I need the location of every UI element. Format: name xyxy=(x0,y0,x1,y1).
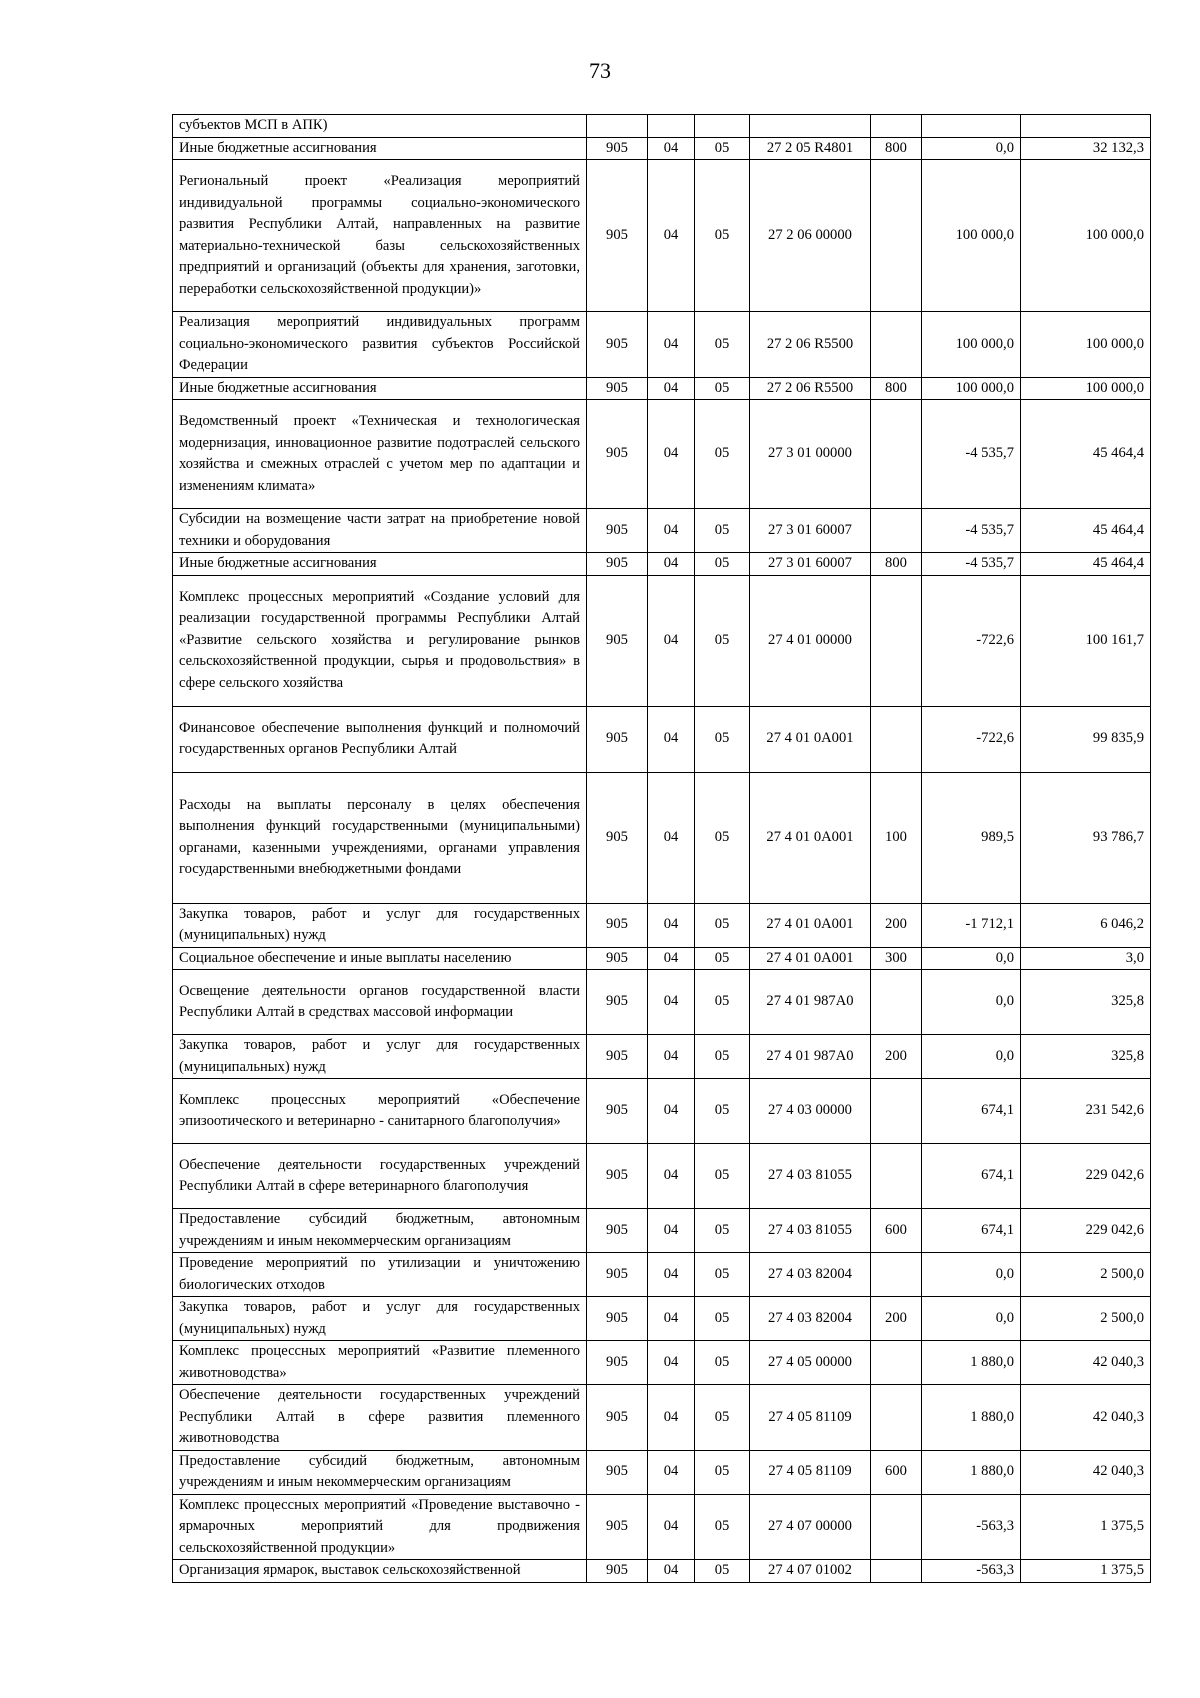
table-row xyxy=(173,1079,1151,1144)
table-row xyxy=(173,903,1151,947)
section-code-cell: 04 xyxy=(648,1341,695,1385)
table-row xyxy=(173,400,1151,509)
row-name-cell: Обеспечение деятельности государственных учреждений Республики Алтай в сфере ветеринарного благополучия xyxy=(173,1144,587,1209)
row-name-cell: Организация ярмарок, выставок сельскохозяйственной xyxy=(173,1560,587,1583)
table-row xyxy=(173,1209,1151,1253)
expense-type-cell: 600 xyxy=(871,1209,922,1253)
table-row xyxy=(173,115,1151,138)
section-code-cell: 04 xyxy=(648,1297,695,1341)
amount-total-cell: 3,0 xyxy=(1021,947,1151,970)
row-name-cell: Иные бюджетные ассигнования xyxy=(173,137,587,160)
ved-code-cell: 905 xyxy=(587,1079,648,1144)
section-code-cell: 04 xyxy=(648,1079,695,1144)
amount-change-cell: 1 880,0 xyxy=(922,1450,1021,1494)
target-article-cell: 27 4 01 0А001 xyxy=(750,903,871,947)
amount-total-cell: 99 835,9 xyxy=(1021,706,1151,772)
expense-type-cell xyxy=(871,160,922,312)
expense-type-cell xyxy=(871,1253,922,1297)
section-code-cell: 04 xyxy=(648,377,695,400)
section-code-cell: 04 xyxy=(648,970,695,1035)
expense-type-cell xyxy=(871,575,922,706)
section-code-cell: 04 xyxy=(648,1253,695,1297)
amount-change-cell: 989,5 xyxy=(922,772,1021,903)
subsection-code-cell: 05 xyxy=(695,160,750,312)
target-article-cell: 27 4 01 987А0 xyxy=(750,970,871,1035)
subsection-code-cell: 05 xyxy=(695,400,750,509)
ved-code-cell xyxy=(587,115,648,138)
table-row xyxy=(173,1341,1151,1385)
section-code-cell: 04 xyxy=(648,553,695,576)
section-code-cell: 04 xyxy=(648,947,695,970)
target-article-cell: 27 4 01 0А001 xyxy=(750,772,871,903)
expense-type-cell: 800 xyxy=(871,377,922,400)
row-name-cell: Финансовое обеспечение выполнения функций и полномочий государственных органов Республики Алтай xyxy=(173,706,587,772)
row-name-cell: Региональный проект «Реализация мероприятий индивидуальной программы социально-экономического развития Республики Алтай, направленных на развитие материально-технической базы сельскохозяйственных предприятий и организаций (объекты для хранения, заготовки, переработки сельскохозяйственной продукции)» xyxy=(173,160,587,312)
ved-code-cell: 905 xyxy=(587,160,648,312)
amount-total-cell: 100 161,7 xyxy=(1021,575,1151,706)
target-article-cell: 27 4 03 82004 xyxy=(750,1253,871,1297)
table-row xyxy=(173,1560,1151,1583)
subsection-code-cell: 05 xyxy=(695,1035,750,1079)
row-name-cell: Закупка товаров, работ и услуг для государственных (муниципальных) нужд xyxy=(173,1035,587,1079)
amount-total-cell: 42 040,3 xyxy=(1021,1385,1151,1451)
expense-type-cell xyxy=(871,400,922,509)
section-code-cell: 04 xyxy=(648,1450,695,1494)
target-article-cell: 27 4 03 00000 xyxy=(750,1079,871,1144)
table-row xyxy=(173,377,1151,400)
amount-change-cell: 674,1 xyxy=(922,1144,1021,1209)
section-code-cell: 04 xyxy=(648,509,695,553)
subsection-code-cell: 05 xyxy=(695,706,750,772)
amount-total-cell: 229 042,6 xyxy=(1021,1144,1151,1209)
expense-type-cell: 800 xyxy=(871,137,922,160)
section-code-cell: 04 xyxy=(648,1494,695,1560)
target-article-cell: 27 3 01 60007 xyxy=(750,553,871,576)
amount-change-cell: 0,0 xyxy=(922,1035,1021,1079)
ved-code-cell: 905 xyxy=(587,553,648,576)
amount-change-cell: -4 535,7 xyxy=(922,509,1021,553)
amount-total-cell xyxy=(1021,115,1151,138)
subsection-code-cell: 05 xyxy=(695,137,750,160)
table-row xyxy=(173,137,1151,160)
ved-code-cell: 905 xyxy=(587,400,648,509)
target-article-cell: 27 3 01 00000 xyxy=(750,400,871,509)
subsection-code-cell: 05 xyxy=(695,1209,750,1253)
row-name-cell: субъектов МСП в АПК) xyxy=(173,115,587,138)
row-name-cell: Проведение мероприятий по утилизации и уничтожению биологических отходов xyxy=(173,1253,587,1297)
row-name-cell: Ведомственный проект «Техническая и технологическая модернизация, инновационное развитие подотраслей сельского хозяйства и смежных отраслей с учетом мер по адаптации и изменениям климата» xyxy=(173,400,587,509)
ved-code-cell: 905 xyxy=(587,706,648,772)
ved-code-cell: 905 xyxy=(587,1209,648,1253)
expense-type-cell: 800 xyxy=(871,553,922,576)
ved-code-cell: 905 xyxy=(587,1253,648,1297)
amount-change-cell: -1 712,1 xyxy=(922,903,1021,947)
ved-code-cell: 905 xyxy=(587,772,648,903)
subsection-code-cell: 05 xyxy=(695,1494,750,1560)
amount-total-cell: 100 000,0 xyxy=(1021,312,1151,378)
amount-total-cell: 45 464,4 xyxy=(1021,553,1151,576)
amount-change-cell: 0,0 xyxy=(922,970,1021,1035)
amount-total-cell: 100 000,0 xyxy=(1021,160,1151,312)
subsection-code-cell xyxy=(695,115,750,138)
target-article-cell xyxy=(750,115,871,138)
table-row xyxy=(173,1253,1151,1297)
target-article-cell: 27 4 05 00000 xyxy=(750,1341,871,1385)
amount-total-cell: 2 500,0 xyxy=(1021,1297,1151,1341)
subsection-code-cell: 05 xyxy=(695,970,750,1035)
amount-change-cell: 100 000,0 xyxy=(922,312,1021,378)
table-row xyxy=(173,772,1151,903)
section-code-cell: 04 xyxy=(648,575,695,706)
amount-total-cell: 42 040,3 xyxy=(1021,1341,1151,1385)
subsection-code-cell: 05 xyxy=(695,312,750,378)
expense-type-cell: 600 xyxy=(871,1450,922,1494)
section-code-cell xyxy=(648,115,695,138)
section-code-cell: 04 xyxy=(648,1560,695,1583)
ved-code-cell: 905 xyxy=(587,575,648,706)
amount-change-cell: -4 535,7 xyxy=(922,553,1021,576)
subsection-code-cell: 05 xyxy=(695,903,750,947)
target-article-cell: 27 4 07 01002 xyxy=(750,1560,871,1583)
table-row xyxy=(173,553,1151,576)
expense-type-cell xyxy=(871,1079,922,1144)
row-name-cell: Обеспечение деятельности государственных учреждений Республики Алтай в сфере развития племенного животноводства xyxy=(173,1385,587,1451)
row-name-cell: Социальное обеспечение и иные выплаты населению xyxy=(173,947,587,970)
amount-change-cell: -4 535,7 xyxy=(922,400,1021,509)
row-name-cell: Реализация мероприятий индивидуальных программ социально-экономического развития субъектов Российской Федерации xyxy=(173,312,587,378)
amount-total-cell: 32 132,3 xyxy=(1021,137,1151,160)
subsection-code-cell: 05 xyxy=(695,1341,750,1385)
target-article-cell: 27 4 03 81055 xyxy=(750,1144,871,1209)
row-name-cell: Субсидии на возмещение части затрат на приобретение новой техники и оборудования xyxy=(173,509,587,553)
target-article-cell: 27 2 05 R4801 xyxy=(750,137,871,160)
expense-type-cell xyxy=(871,509,922,553)
table-row xyxy=(173,1494,1151,1560)
amount-change-cell: 100 000,0 xyxy=(922,160,1021,312)
expense-type-cell xyxy=(871,1144,922,1209)
target-article-cell: 27 4 01 0А001 xyxy=(750,947,871,970)
table-row xyxy=(173,575,1151,706)
row-name-cell: Закупка товаров, работ и услуг для государственных (муниципальных) нужд xyxy=(173,1297,587,1341)
amount-change-cell: 0,0 xyxy=(922,947,1021,970)
expense-type-cell xyxy=(871,1494,922,1560)
section-code-cell: 04 xyxy=(648,137,695,160)
amount-change-cell: 0,0 xyxy=(922,137,1021,160)
table-row xyxy=(173,1385,1151,1451)
row-name-cell: Комплекс процессных мероприятий «Обеспечение эпизоотического и ветеринарно - санитарного благополучия» xyxy=(173,1079,587,1144)
table-row xyxy=(173,706,1151,772)
row-name-cell: Освещение деятельности органов государственной власти Республики Алтай в средствах массовой информации xyxy=(173,970,587,1035)
target-article-cell: 27 2 06 R5500 xyxy=(750,312,871,378)
table-row xyxy=(173,312,1151,378)
ved-code-cell: 905 xyxy=(587,1035,648,1079)
amount-total-cell: 325,8 xyxy=(1021,1035,1151,1079)
expense-type-cell xyxy=(871,970,922,1035)
expense-type-cell: 200 xyxy=(871,1297,922,1341)
expense-type-cell: 200 xyxy=(871,1035,922,1079)
target-article-cell: 27 4 03 82004 xyxy=(750,1297,871,1341)
expense-type-cell xyxy=(871,1560,922,1583)
subsection-code-cell: 05 xyxy=(695,1253,750,1297)
ved-code-cell: 905 xyxy=(587,137,648,160)
amount-total-cell: 325,8 xyxy=(1021,970,1151,1035)
target-article-cell: 27 4 01 00000 xyxy=(750,575,871,706)
target-article-cell: 27 4 03 81055 xyxy=(750,1209,871,1253)
amount-total-cell: 1 375,5 xyxy=(1021,1494,1151,1560)
amount-change-cell xyxy=(922,115,1021,138)
amount-change-cell: 0,0 xyxy=(922,1253,1021,1297)
subsection-code-cell: 05 xyxy=(695,947,750,970)
ved-code-cell: 905 xyxy=(587,377,648,400)
budget-table-body xyxy=(173,115,1151,1583)
target-article-cell: 27 4 01 987А0 xyxy=(750,1035,871,1079)
target-article-cell: 27 3 01 60007 xyxy=(750,509,871,553)
amount-change-cell: -722,6 xyxy=(922,706,1021,772)
subsection-code-cell: 05 xyxy=(695,509,750,553)
row-name-cell: Иные бюджетные ассигнования xyxy=(173,377,587,400)
subsection-code-cell: 05 xyxy=(695,1297,750,1341)
expense-type-cell: 300 xyxy=(871,947,922,970)
subsection-code-cell: 05 xyxy=(695,1450,750,1494)
expense-type-cell xyxy=(871,1385,922,1451)
amount-total-cell: 93 786,7 xyxy=(1021,772,1151,903)
amount-total-cell: 1 375,5 xyxy=(1021,1560,1151,1583)
amount-total-cell: 6 046,2 xyxy=(1021,903,1151,947)
target-article-cell: 27 2 06 00000 xyxy=(750,160,871,312)
row-name-cell: Предоставление субсидий бюджетным, автономным учреждениям и иным некоммерческим организациям xyxy=(173,1209,587,1253)
amount-change-cell: 674,1 xyxy=(922,1209,1021,1253)
expense-type-cell: 200 xyxy=(871,903,922,947)
table-row xyxy=(173,509,1151,553)
target-article-cell: 27 2 06 R5500 xyxy=(750,377,871,400)
subsection-code-cell: 05 xyxy=(695,377,750,400)
amount-change-cell: -722,6 xyxy=(922,575,1021,706)
section-code-cell: 04 xyxy=(648,1385,695,1451)
target-article-cell: 27 4 05 81109 xyxy=(750,1450,871,1494)
budget-table xyxy=(172,114,1151,1583)
amount-total-cell: 229 042,6 xyxy=(1021,1209,1151,1253)
page-number: 73 xyxy=(589,58,611,83)
ved-code-cell: 905 xyxy=(587,1341,648,1385)
amount-change-cell: 1 880,0 xyxy=(922,1385,1021,1451)
ved-code-cell: 905 xyxy=(587,1144,648,1209)
row-name-cell: Комплекс процессных мероприятий «Проведение выставочно - ярмарочных мероприятий для продвижения сельскохозяйственной продукции» xyxy=(173,1494,587,1560)
section-code-cell: 04 xyxy=(648,903,695,947)
section-code-cell: 04 xyxy=(648,400,695,509)
section-code-cell: 04 xyxy=(648,706,695,772)
table-row xyxy=(173,1450,1151,1494)
subsection-code-cell: 05 xyxy=(695,1560,750,1583)
amount-total-cell: 45 464,4 xyxy=(1021,509,1151,553)
subsection-code-cell: 05 xyxy=(695,575,750,706)
row-name-cell: Комплекс процессных мероприятий «Развитие племенного животноводства» xyxy=(173,1341,587,1385)
expense-type-cell xyxy=(871,312,922,378)
subsection-code-cell: 05 xyxy=(695,772,750,903)
amount-change-cell: 100 000,0 xyxy=(922,377,1021,400)
table-row xyxy=(173,1144,1151,1209)
table-row xyxy=(173,1035,1151,1079)
amount-change-cell: -563,3 xyxy=(922,1560,1021,1583)
ved-code-cell: 905 xyxy=(587,970,648,1035)
expense-type-cell xyxy=(871,706,922,772)
ved-code-cell: 905 xyxy=(587,1560,648,1583)
expense-type-cell xyxy=(871,115,922,138)
ved-code-cell: 905 xyxy=(587,1450,648,1494)
table-row xyxy=(173,160,1151,312)
row-name-cell: Предоставление субсидий бюджетным, автономным учреждениям и иным некоммерческим организациям xyxy=(173,1450,587,1494)
ved-code-cell: 905 xyxy=(587,1494,648,1560)
target-article-cell: 27 4 05 81109 xyxy=(750,1385,871,1451)
subsection-code-cell: 05 xyxy=(695,1385,750,1451)
subsection-code-cell: 05 xyxy=(695,553,750,576)
ved-code-cell: 905 xyxy=(587,509,648,553)
section-code-cell: 04 xyxy=(648,1035,695,1079)
row-name-cell: Комплекс процессных мероприятий «Создание условий для реализации государственной программы Республики Алтай «Развитие сельского хозяйства и регулирование рынков сельскохозяйственной продукции, сырья и продовольствия» в сфере сельского хозяйства xyxy=(173,575,587,706)
row-name-cell: Расходы на выплаты персоналу в целях обеспечения выполнения функций государственными (муниципальными) органами, казенными учреждениями, органами управления государственными внебюджетными фондами xyxy=(173,772,587,903)
section-code-cell: 04 xyxy=(648,1209,695,1253)
amount-total-cell: 2 500,0 xyxy=(1021,1253,1151,1297)
expense-type-cell xyxy=(871,1341,922,1385)
section-code-cell: 04 xyxy=(648,1144,695,1209)
amount-change-cell: -563,3 xyxy=(922,1494,1021,1560)
amount-total-cell: 45 464,4 xyxy=(1021,400,1151,509)
amount-change-cell: 674,1 xyxy=(922,1079,1021,1144)
row-name-cell: Иные бюджетные ассигнования xyxy=(173,553,587,576)
section-code-cell: 04 xyxy=(648,312,695,378)
ved-code-cell: 905 xyxy=(587,312,648,378)
amount-total-cell: 42 040,3 xyxy=(1021,1450,1151,1494)
amount-total-cell: 100 000,0 xyxy=(1021,377,1151,400)
subsection-code-cell: 05 xyxy=(695,1079,750,1144)
ved-code-cell: 905 xyxy=(587,1385,648,1451)
amount-change-cell: 1 880,0 xyxy=(922,1341,1021,1385)
table-row xyxy=(173,970,1151,1035)
subsection-code-cell: 05 xyxy=(695,1144,750,1209)
section-code-cell: 04 xyxy=(648,772,695,903)
target-article-cell: 27 4 01 0А001 xyxy=(750,706,871,772)
ved-code-cell: 905 xyxy=(587,947,648,970)
target-article-cell: 27 4 07 00000 xyxy=(750,1494,871,1560)
ved-code-cell: 905 xyxy=(587,903,648,947)
amount-total-cell: 231 542,6 xyxy=(1021,1079,1151,1144)
table-row xyxy=(173,947,1151,970)
row-name-cell: Закупка товаров, работ и услуг для государственных (муниципальных) нужд xyxy=(173,903,587,947)
table-row xyxy=(173,1297,1151,1341)
ved-code-cell: 905 xyxy=(587,1297,648,1341)
expense-type-cell: 100 xyxy=(871,772,922,903)
section-code-cell: 04 xyxy=(648,160,695,312)
amount-change-cell: 0,0 xyxy=(922,1297,1021,1341)
